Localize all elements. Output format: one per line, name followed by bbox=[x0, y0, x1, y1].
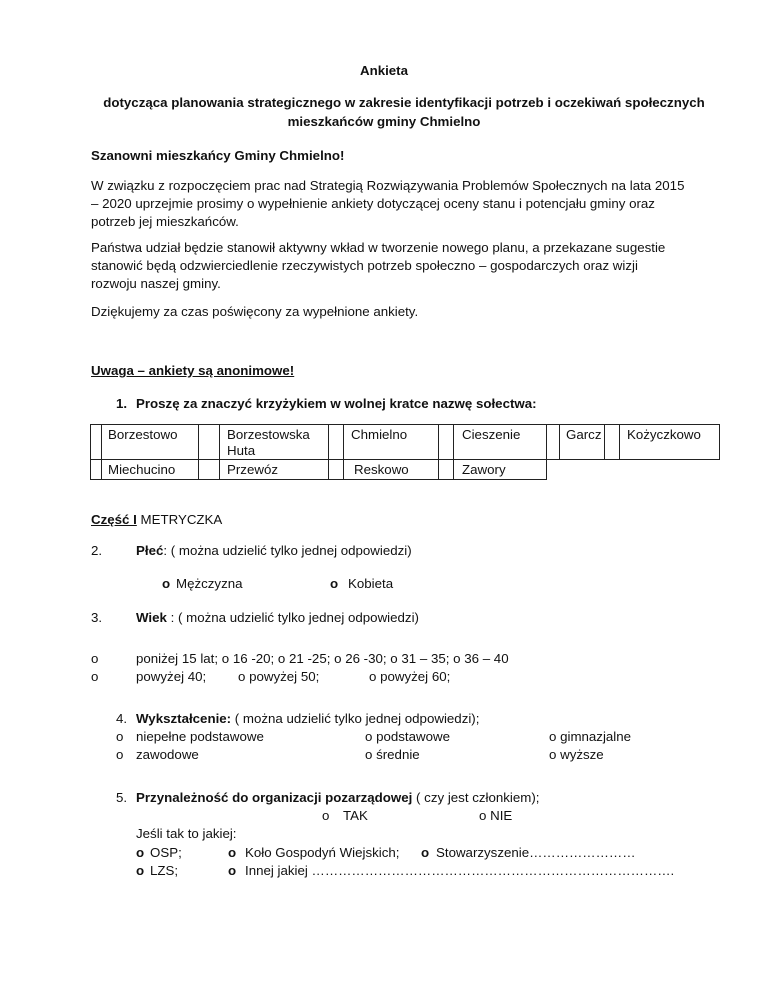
checkbox-zawory[interactable] bbox=[438, 459, 454, 480]
label-garcz: Garcz bbox=[559, 424, 605, 460]
q4-option-niepelne[interactable]: niepełne podstawowe bbox=[136, 729, 264, 744]
q4-text: Wykształcenie: ( można udzielić tylko jednej odpowiedzi); bbox=[136, 711, 480, 726]
q2-option-male-radio[interactable]: o bbox=[162, 576, 171, 591]
q2-option-female-radio[interactable]: o bbox=[330, 576, 339, 591]
q5-stowarzyszenie-radio[interactable]: o bbox=[421, 845, 430, 860]
q5-followup: Jeśli tak to jakiej: bbox=[136, 826, 237, 841]
q5-number: 5. bbox=[116, 790, 128, 805]
q3-option-over-40[interactable]: powyżej 40; bbox=[136, 669, 207, 684]
checkbox-chmielno[interactable] bbox=[328, 424, 344, 460]
checkbox-borzestowska-huta[interactable] bbox=[198, 424, 220, 460]
checkbox-garcz[interactable] bbox=[546, 424, 560, 460]
q2-number: 2. bbox=[91, 543, 103, 558]
q3-option-over-50[interactable]: o powyżej 50; bbox=[238, 669, 320, 684]
q4-bullet-2[interactable]: o bbox=[116, 747, 124, 762]
q5-no-option[interactable]: o NIE bbox=[479, 808, 513, 823]
q2-text: Płeć: ( można udzielić tylko jednej odpowiedzi) bbox=[136, 543, 412, 558]
label-reskowo: Reskowo bbox=[343, 459, 439, 480]
q4-option-gimnazjalne[interactable]: o gimnazjalne bbox=[549, 729, 632, 744]
checkbox-przewoz[interactable] bbox=[198, 459, 220, 480]
q3-option-over-60[interactable]: o powyżej 60; bbox=[369, 669, 451, 684]
q5-lzs-label: LZS; bbox=[150, 863, 179, 878]
greeting: Szanowni mieszkańcy Gminy Chmielno! bbox=[91, 148, 345, 163]
q3-options-line1[interactable]: poniżej 15 lat; o 16 -20; o 21 -25; o 26 -30; o 31 – 35; o 36 – 40 bbox=[136, 651, 509, 666]
q5-stowarzyszenie-label: Stowarzyszenie…………………… bbox=[436, 845, 636, 860]
page-title: Ankieta bbox=[359, 63, 409, 78]
checkbox-cieszenie[interactable] bbox=[438, 424, 454, 460]
anonymity-notice: Uwaga – ankiety są anonimowe! bbox=[91, 363, 295, 378]
q2-option-female-label: Kobieta bbox=[348, 576, 394, 591]
intro-paragraph-1-line2: – 2020 uprzejmie prosimy o wypełnienie ankiety dotyczącej oceny stanu i potencjału gminy oraz bbox=[91, 196, 655, 211]
intro-paragraph-2-line2: stanowić będą odzwierciedlenie rzeczywistych potrzeb społeczno – gospodarczych oraz wizji bbox=[91, 258, 638, 273]
label-chmielno: Chmielno bbox=[343, 424, 439, 460]
q5-yes-label: TAK bbox=[343, 808, 368, 823]
q3-number: 3. bbox=[91, 610, 103, 625]
q5-lzs-radio[interactable]: o bbox=[136, 863, 145, 878]
q5-other-label: Innej jakiej ………………………………………………………………………. bbox=[245, 863, 675, 878]
label-cieszenie: Cieszenie bbox=[453, 424, 547, 460]
checkbox-reskowo[interactable] bbox=[328, 459, 344, 480]
q5-other-radio[interactable]: o bbox=[228, 863, 237, 878]
part1-heading: Część I METRYCZKA bbox=[91, 512, 223, 527]
q4-option-podstawowe[interactable]: o podstawowe bbox=[365, 729, 451, 744]
q5-osp-label: OSP; bbox=[150, 845, 182, 860]
intro-paragraph-3: Dziękujemy za czas poświęcony za wypełnione ankiety. bbox=[91, 304, 419, 319]
intro-paragraph-2-line1: Państwa udział będzie stanowił aktywny wkład w tworzenie nowego planu, a przekazane sugestie bbox=[91, 240, 666, 255]
q2-option-male-label: Mężczyzna bbox=[176, 576, 243, 591]
label-przewoz: Przewóz bbox=[219, 459, 329, 480]
q5-osp-radio[interactable]: o bbox=[136, 845, 145, 860]
q3-bullet-1[interactable]: o bbox=[91, 651, 99, 666]
intro-paragraph-1-line3: potrzeb jej mieszkańców. bbox=[91, 214, 239, 229]
q4-number: 4. bbox=[116, 711, 128, 726]
label-zawory: Zawory bbox=[453, 459, 547, 480]
label-borzestowo: Borzestowo bbox=[101, 424, 199, 460]
page-subtitle-line2: mieszkańców gminy Chmielno bbox=[287, 114, 481, 129]
q1-text: Proszę za znaczyć krzyżykiem w wolnej kratce nazwę sołectwa: bbox=[136, 396, 537, 411]
intro-paragraph-2-line3: rozwoju naszej gminy. bbox=[91, 276, 221, 291]
label-kozyczkowo: Kożyczkowo bbox=[619, 424, 720, 460]
q1-number: 1. bbox=[116, 396, 128, 411]
label-borzestowska-huta: Borzestowska Huta bbox=[219, 424, 329, 460]
q4-option-srednie[interactable]: o średnie bbox=[365, 747, 420, 762]
label-miechucino: Miechucino bbox=[101, 459, 199, 480]
checkbox-kozyczkowo[interactable] bbox=[604, 424, 620, 460]
q5-text: Przynależność do organizacji pozarządowej ( czy jest członkiem); bbox=[136, 790, 540, 805]
q4-option-zawodowe[interactable]: zawodowe bbox=[136, 747, 199, 762]
intro-paragraph-1-line1: W związku z rozpoczęciem prac nad Strategią Rozwiązywania Problemów Społecznych na lata 2015 bbox=[91, 178, 685, 193]
q4-option-wyzsze[interactable]: o wyższe bbox=[549, 747, 604, 762]
q5-yes-radio[interactable]: o bbox=[322, 808, 330, 823]
q3-bullet-2[interactable]: o bbox=[91, 669, 99, 684]
q3-text: Wiek : ( można udzielić tylko jednej odpowiedzi) bbox=[136, 610, 419, 625]
page-subtitle-line1: dotycząca planowania strategicznego w zakresie identyfikacji potrzeb i oczekiwań społecznych bbox=[103, 95, 705, 110]
q4-bullet-1[interactable]: o bbox=[116, 729, 124, 744]
q5-kgw-radio[interactable]: o bbox=[228, 845, 237, 860]
q5-kgw-label: Koło Gospodyń Wiejskich; bbox=[245, 845, 400, 860]
